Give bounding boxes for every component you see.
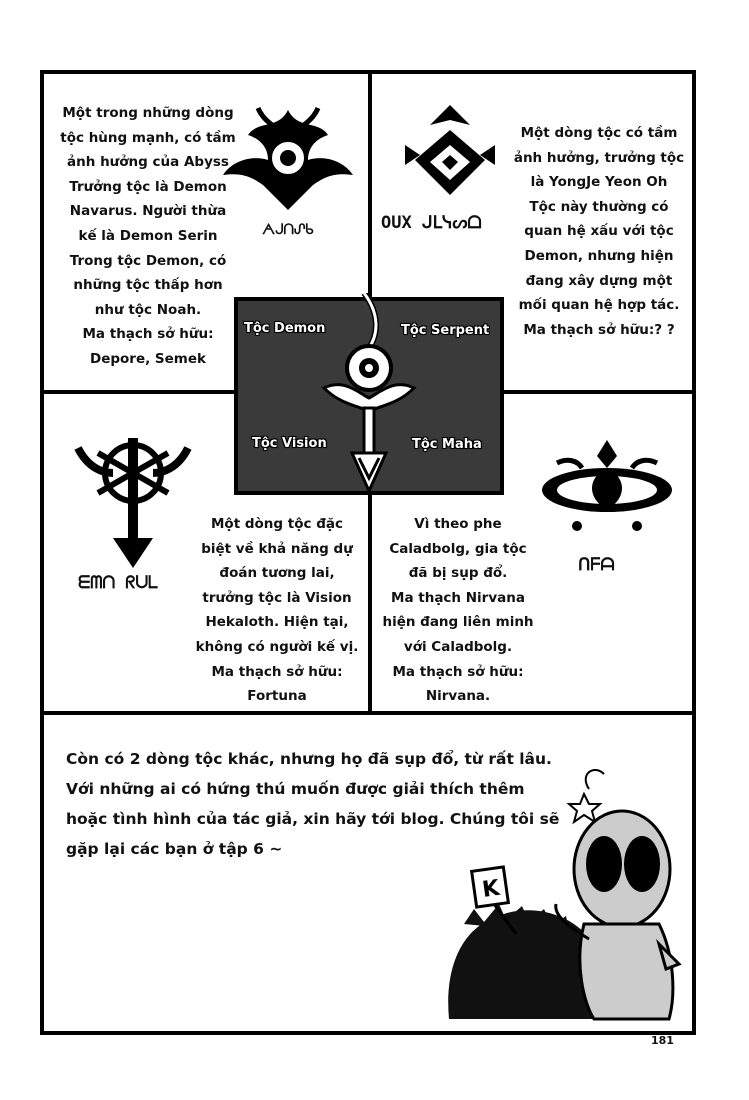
vision-rune-text: ᗴᗰᑎ ᖇᑌᒪ: [78, 573, 159, 593]
label-maha: Tộc Maha: [412, 437, 482, 452]
demon-rune-text: ᗅᒍᑎᔑᑲ: [262, 222, 314, 238]
maha-rune-text: ᑎᖴᗩ: [578, 555, 615, 575]
mascot-illustration: [444, 764, 694, 1024]
label-vision: Tộc Vision: [252, 436, 327, 451]
demon-description: Một trong những dòng tộc hùng mạnh, có tầm ảnh hưởng của Abyss Trưởng tộc là Demon Navarus. Người thừa kế là Demon Serin Trong tộc Demon, có những tộc thấp hơn như tộc Noah. Ma thạch sở hữu: Depore, Semek: [60, 105, 236, 367]
label-serpent: Tộc Serpent: [401, 323, 490, 338]
vision-crest-icon: [68, 428, 198, 568]
demon-crest-icon: [218, 100, 358, 220]
page-number: 181: [651, 1034, 674, 1047]
maha-crest-icon: [537, 438, 677, 538]
sign-letter: K: [480, 875, 502, 903]
serpent-crest-icon: [395, 100, 505, 210]
closing-message: Còn có 2 dòng tộc khác, nhưng họ đã sụp đổ, từ rất lâu. Với những ai có hứng thú muốn được giải thích thêm hoặc tình hình của tác giả, xin hãy tới blog. Chúng tôi sẽ gặp lại các bạn ở tập 6 ~: [66, 750, 560, 858]
vision-description: Một dòng tộc đặc biệt về khả năng dự đoán tương lai, trưởng tộc là Vision Hekaloth. Hiện tại, không có người kế vị. Ma thạch sở hữu: Fortuna: [195, 516, 359, 705]
serpent-rune-text: OUX ᒍᒪᓭᔕᗝ: [381, 213, 482, 233]
serpent-description: Một dòng tộc có tầm ảnh hưởng, trưởng tộc là YongJe Yeon Oh Tộc này thường có quan hệ xấu với tộc Demon, nhưng hiện đang xây dựng một mối quan hệ hợp tác. Ma thạch sở hữu:? ?: [513, 125, 685, 338]
maha-description: Vì theo phe Caladbolg, gia tộc đã bị sụp đổ. Ma thạch Nirvana hiện đang liên minh với Caladbolg. Ma thạch sở hữu: Nirvana.: [382, 516, 534, 705]
label-demon: Tộc Demon: [244, 321, 326, 336]
